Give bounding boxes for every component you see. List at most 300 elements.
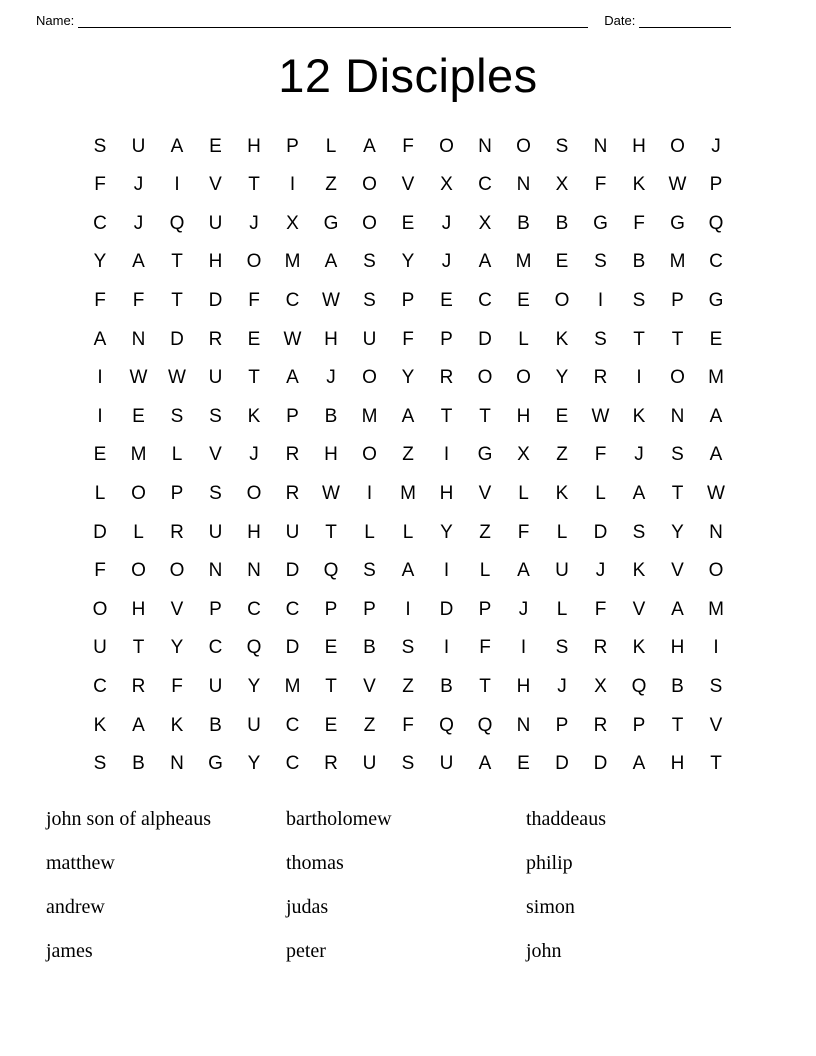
grid-letter[interactable]: O bbox=[516, 367, 531, 389]
grid-letter[interactable]: T bbox=[325, 676, 337, 697]
grid-letter[interactable]: L bbox=[556, 521, 568, 543]
grid-letter[interactable]: H bbox=[247, 135, 261, 157]
grid-letter[interactable]: A bbox=[671, 598, 684, 620]
grid-letter[interactable]: F bbox=[402, 714, 414, 736]
grid-letter[interactable]: B bbox=[632, 251, 646, 273]
grid-letter[interactable]: L bbox=[325, 135, 337, 157]
grid-letter[interactable]: C bbox=[208, 637, 223, 659]
grid-letter[interactable]: U bbox=[439, 753, 454, 775]
grid-letter[interactable]: O bbox=[92, 598, 108, 620]
grid-letter[interactable]: Y bbox=[401, 367, 415, 389]
word-list bbox=[0, 808, 816, 963]
grid-letter[interactable]: M bbox=[284, 251, 301, 273]
grid-letter[interactable]: P bbox=[478, 598, 492, 620]
grid-letter[interactable]: A bbox=[709, 444, 723, 466]
grid-letter[interactable]: S bbox=[555, 135, 569, 157]
grid-letter[interactable]: E bbox=[401, 212, 415, 234]
grid-letter[interactable]: S bbox=[632, 290, 646, 312]
grid-letter[interactable]: A bbox=[132, 251, 145, 273]
grid-letter[interactable]: N bbox=[670, 405, 685, 427]
grid-letter[interactable]: V bbox=[478, 483, 492, 505]
grid-letter[interactable]: B bbox=[363, 637, 376, 659]
grid-letter[interactable]: Z bbox=[325, 174, 337, 196]
grid-letter[interactable]: S bbox=[170, 405, 184, 427]
grid-letter[interactable]: Y bbox=[671, 521, 684, 543]
grid-letter[interactable]: L bbox=[518, 328, 529, 350]
grid-letter[interactable]: A bbox=[170, 135, 184, 157]
grid-letter[interactable]: R bbox=[285, 444, 300, 466]
grid-letter[interactable]: G bbox=[593, 212, 608, 234]
grid-letter[interactable]: B bbox=[555, 212, 569, 234]
grid-letter[interactable]: W bbox=[707, 483, 725, 505]
grid-letter[interactable]: T bbox=[171, 290, 183, 312]
grid-letter[interactable]: F bbox=[94, 290, 106, 312]
grid-letter[interactable]: H bbox=[439, 483, 454, 505]
grid-letter[interactable]: P bbox=[209, 598, 222, 620]
grid-letter[interactable]: F bbox=[402, 328, 414, 350]
grid-letter[interactable]: H bbox=[670, 637, 685, 659]
grid-letter[interactable]: N bbox=[709, 521, 723, 543]
grid-letter[interactable]: J bbox=[634, 444, 644, 466]
grid-letter[interactable]: G bbox=[670, 212, 685, 234]
grid-letter[interactable]: T bbox=[132, 637, 145, 659]
grid-letter[interactable]: P bbox=[363, 598, 376, 620]
grid-letter[interactable]: H bbox=[632, 135, 646, 157]
grid-letter[interactable]: B bbox=[440, 676, 453, 697]
grid-letter[interactable]: E bbox=[93, 444, 107, 466]
grid-letter[interactable]: D bbox=[170, 328, 184, 350]
grid-letter[interactable]: C bbox=[93, 676, 107, 697]
grid-letter[interactable]: Z bbox=[479, 521, 491, 543]
grid-letter[interactable]: W bbox=[322, 290, 340, 312]
grid-letter[interactable]: V bbox=[671, 560, 684, 582]
grid-letter[interactable]: S bbox=[671, 444, 684, 466]
grid-letter[interactable]: L bbox=[556, 598, 568, 620]
grid-letter[interactable]: E bbox=[517, 753, 530, 775]
grid-letter[interactable]: W bbox=[168, 367, 186, 389]
grid-letter[interactable]: L bbox=[595, 483, 606, 505]
word-list-item: matthew bbox=[46, 851, 115, 874]
grid-letter[interactable]: Y bbox=[247, 676, 261, 697]
grid-letter[interactable]: R bbox=[208, 328, 223, 350]
grid-letter[interactable]: N bbox=[516, 174, 531, 196]
grid-letter[interactable]: V bbox=[709, 714, 723, 736]
grid-letter[interactable]: C bbox=[93, 212, 107, 234]
grid-letter[interactable]: S bbox=[209, 405, 222, 427]
grid-letter[interactable]: D bbox=[555, 753, 569, 775]
grid-letter[interactable]: Q bbox=[631, 676, 647, 697]
grid-letter[interactable]: P bbox=[286, 405, 299, 427]
grid-letter[interactable]: R bbox=[285, 483, 300, 505]
grid-letter[interactable]: A bbox=[478, 251, 492, 273]
grid-letter[interactable]: V bbox=[401, 174, 415, 196]
grid-letter[interactable]: W bbox=[283, 328, 302, 350]
grid-letter[interactable]: L bbox=[518, 483, 529, 505]
grid-letter[interactable]: R bbox=[131, 676, 146, 697]
grid-letter[interactable]: X bbox=[440, 174, 453, 196]
grid-letter[interactable]: J bbox=[711, 135, 721, 157]
grid-letter[interactable]: P bbox=[324, 598, 338, 620]
grid-letter[interactable]: R bbox=[593, 367, 608, 389]
grid-letter[interactable]: K bbox=[632, 405, 646, 427]
grid-letter[interactable]: I bbox=[520, 637, 527, 659]
grid-letter[interactable]: T bbox=[671, 328, 684, 350]
grid-letter[interactable]: E bbox=[709, 328, 723, 350]
grid-letter[interactable]: M bbox=[515, 251, 532, 273]
grid-letter[interactable]: O bbox=[362, 444, 377, 466]
grid-letter[interactable]: Y bbox=[170, 637, 184, 659]
grid-letter[interactable]: M bbox=[669, 251, 686, 273]
grid-letter[interactable]: O bbox=[131, 483, 146, 505]
grid-letter[interactable]: O bbox=[439, 135, 454, 157]
grid-letter[interactable]: B bbox=[324, 405, 338, 427]
grid-letter[interactable]: S bbox=[363, 560, 376, 582]
grid-letter[interactable]: C bbox=[285, 714, 300, 736]
grid-letter[interactable]: Z bbox=[402, 676, 414, 697]
grid-letter[interactable]: T bbox=[171, 251, 183, 273]
grid-letter[interactable]: X bbox=[517, 444, 530, 466]
grid-letter[interactable]: A bbox=[93, 328, 107, 350]
grid-letter[interactable]: T bbox=[440, 405, 453, 427]
grid-letter[interactable]: C bbox=[285, 753, 300, 775]
grid-letter[interactable]: T bbox=[479, 676, 491, 697]
grid-letter[interactable]: Y bbox=[93, 251, 107, 273]
grid-letter[interactable]: R bbox=[170, 521, 184, 543]
word-list-item: thomas bbox=[286, 851, 344, 874]
grid-letter[interactable]: J bbox=[133, 212, 144, 234]
grid-letter[interactable]: D bbox=[439, 598, 454, 620]
grid-letter[interactable]: U bbox=[247, 714, 261, 736]
grid-letter[interactable]: R bbox=[439, 367, 454, 389]
grid-letter[interactable]: K bbox=[170, 714, 184, 736]
grid-letter[interactable]: A bbox=[401, 560, 415, 582]
grid-letter[interactable]: J bbox=[441, 251, 452, 273]
grid-letter[interactable]: S bbox=[363, 251, 376, 273]
grid-letter[interactable]: C bbox=[709, 251, 723, 273]
grid-letter[interactable]: P bbox=[170, 483, 184, 505]
grid-letter[interactable]: X bbox=[555, 174, 569, 196]
grid-letter[interactable]: T bbox=[325, 521, 337, 543]
grid-letter[interactable]: B bbox=[132, 753, 145, 775]
date-input-line[interactable] bbox=[639, 15, 731, 28]
grid-letter[interactable]: I bbox=[174, 174, 180, 196]
grid-letter[interactable]: Y bbox=[401, 251, 415, 273]
grid-letter[interactable]: C bbox=[247, 598, 261, 620]
grid-letter[interactable]: F bbox=[633, 212, 645, 234]
grid-letter[interactable]: U bbox=[208, 676, 223, 697]
grid-letter[interactable]: W bbox=[591, 405, 610, 427]
grid-letter[interactable]: I bbox=[443, 444, 450, 466]
grid-letter[interactable]: D bbox=[478, 328, 492, 350]
grid-letter[interactable]: X bbox=[286, 212, 299, 234]
grid-letter[interactable]: I bbox=[97, 367, 103, 389]
grid-letter[interactable]: X bbox=[594, 676, 607, 697]
grid-letter[interactable]: C bbox=[285, 598, 300, 620]
grid-letter[interactable]: I bbox=[636, 367, 642, 389]
grid-letter[interactable]: G bbox=[708, 290, 724, 312]
grid-letter[interactable]: U bbox=[208, 367, 223, 389]
grid-letter[interactable]: Z bbox=[556, 444, 568, 466]
grid-letter[interactable]: U bbox=[285, 521, 300, 543]
word-search-grid[interactable] bbox=[81, 128, 736, 784]
grid-letter[interactable]: J bbox=[518, 598, 529, 620]
grid-letter[interactable]: T bbox=[479, 405, 491, 427]
grid-letter[interactable]: S bbox=[709, 676, 723, 697]
grid-letter[interactable]: F bbox=[594, 598, 607, 620]
grid-letter[interactable]: S bbox=[93, 135, 107, 157]
grid-letter[interactable]: O bbox=[554, 290, 570, 312]
grid-letter[interactable]: T bbox=[671, 483, 684, 505]
grid-letter[interactable]: H bbox=[670, 753, 685, 775]
grid-letter[interactable]: T bbox=[248, 367, 260, 389]
grid-letter[interactable]: I bbox=[289, 174, 296, 196]
grid-letter[interactable]: A bbox=[709, 405, 723, 427]
grid-letter[interactable]: H bbox=[516, 676, 531, 697]
grid-letter[interactable]: F bbox=[594, 444, 607, 466]
grid-letter[interactable]: A bbox=[324, 251, 338, 273]
name-input-line[interactable] bbox=[78, 15, 588, 28]
grid-letter[interactable]: Q bbox=[323, 560, 339, 582]
grid-letter[interactable]: U bbox=[93, 637, 107, 659]
grid-letter[interactable]: Q bbox=[246, 637, 262, 659]
grid-letter[interactable]: P bbox=[440, 328, 453, 350]
grid-letter[interactable]: L bbox=[479, 560, 491, 582]
grid-letter[interactable]: S bbox=[401, 753, 415, 775]
grid-letter[interactable]: C bbox=[478, 290, 492, 312]
grid-letter[interactable]: E bbox=[440, 290, 453, 312]
grid-letter[interactable]: O bbox=[362, 367, 377, 389]
grid-letter[interactable]: J bbox=[249, 444, 259, 466]
grid-letter[interactable]: P bbox=[555, 714, 569, 736]
grid-letter[interactable]: R bbox=[593, 637, 608, 659]
grid-letter[interactable]: O bbox=[246, 483, 262, 505]
grid-letter[interactable]: I bbox=[597, 290, 604, 312]
grid-letter[interactable]: J bbox=[441, 212, 452, 234]
grid-letter[interactable]: S bbox=[209, 483, 222, 505]
grid-letter[interactable]: R bbox=[324, 753, 338, 775]
grid-letter[interactable]: P bbox=[632, 714, 646, 736]
grid-letter[interactable]: K bbox=[247, 405, 261, 427]
word-list-item: james bbox=[46, 939, 93, 962]
grid-letter[interactable]: Y bbox=[247, 753, 261, 775]
grid-letter[interactable]: M bbox=[361, 405, 378, 427]
grid-letter[interactable]: G bbox=[477, 444, 493, 466]
grid-letter[interactable]: N bbox=[131, 328, 146, 350]
grid-letter[interactable]: E bbox=[247, 328, 261, 350]
grid-letter[interactable]: I bbox=[443, 560, 450, 582]
grid-letter[interactable]: U bbox=[208, 521, 223, 543]
grid-letter[interactable]: A bbox=[478, 753, 492, 775]
grid-letter[interactable]: K bbox=[632, 174, 646, 196]
grid-letter[interactable]: V bbox=[209, 174, 222, 196]
grid-letter[interactable]: O bbox=[362, 212, 377, 234]
grid-letter[interactable]: F bbox=[479, 637, 491, 659]
grid-letter[interactable]: W bbox=[129, 367, 148, 389]
grid-letter[interactable]: F bbox=[248, 290, 260, 312]
grid-letter[interactable]: M bbox=[400, 483, 416, 505]
grid-letter[interactable]: N bbox=[170, 753, 184, 775]
grid-letter[interactable]: I bbox=[713, 637, 719, 659]
grid-letter[interactable]: K bbox=[555, 483, 569, 505]
grid-letter[interactable]: J bbox=[557, 676, 567, 697]
grid-letter[interactable]: C bbox=[478, 174, 492, 196]
grid-letter[interactable]: A bbox=[632, 753, 646, 775]
grid-letter[interactable]: F bbox=[94, 174, 106, 196]
grid-letter[interactable]: N bbox=[247, 560, 261, 582]
grid-letter[interactable]: D bbox=[593, 753, 608, 775]
grid-letter[interactable]: P bbox=[286, 135, 299, 157]
grid-letter[interactable]: L bbox=[364, 521, 375, 543]
grid-letter[interactable]: F bbox=[171, 676, 183, 697]
grid-letter[interactable]: H bbox=[208, 251, 223, 273]
grid-letter[interactable]: L bbox=[133, 521, 144, 543]
grid-letter[interactable]: J bbox=[133, 174, 144, 196]
grid-letter[interactable]: M bbox=[708, 367, 724, 389]
grid-letter[interactable]: Z bbox=[402, 444, 414, 466]
grid-letter[interactable]: E bbox=[209, 135, 222, 157]
grid-letter[interactable]: C bbox=[285, 290, 300, 312]
grid-letter[interactable]: F bbox=[517, 521, 530, 543]
grid-letter[interactable]: N bbox=[516, 714, 531, 736]
grid-letter[interactable]: K bbox=[632, 637, 646, 659]
grid-letter[interactable]: M bbox=[708, 598, 724, 620]
grid-letter[interactable]: I bbox=[97, 405, 103, 427]
grid-letter[interactable]: T bbox=[248, 174, 260, 196]
grid-letter[interactable]: N bbox=[478, 135, 492, 157]
grid-letter[interactable]: U bbox=[555, 560, 569, 582]
grid-letter[interactable]: V bbox=[209, 444, 222, 466]
grid-letter[interactable]: S bbox=[594, 251, 607, 273]
grid-letter[interactable]: S bbox=[363, 290, 376, 312]
grid-letter[interactable]: K bbox=[555, 328, 569, 350]
grid-letter[interactable]: D bbox=[208, 290, 223, 312]
grid-letter[interactable]: E bbox=[324, 637, 338, 659]
grid-letter[interactable]: S bbox=[555, 637, 569, 659]
grid-letter[interactable]: O bbox=[131, 560, 146, 582]
grid-letter[interactable]: Q bbox=[169, 212, 185, 234]
grid-letter[interactable]: O bbox=[477, 367, 493, 389]
grid-letter[interactable]: G bbox=[208, 753, 223, 775]
grid-letter[interactable]: E bbox=[324, 714, 338, 736]
grid-letter[interactable]: M bbox=[130, 444, 147, 466]
grid-letter[interactable]: F bbox=[132, 290, 145, 312]
grid-letter[interactable]: H bbox=[516, 405, 531, 427]
grid-letter[interactable]: B bbox=[517, 212, 530, 234]
grid-letter[interactable]: L bbox=[402, 521, 414, 543]
grid-letter[interactable]: D bbox=[285, 637, 300, 659]
grid-letter[interactable]: I bbox=[366, 483, 373, 505]
grid-letter[interactable]: H bbox=[324, 444, 338, 466]
grid-letter[interactable]: I bbox=[443, 637, 450, 659]
header bbox=[0, 0, 816, 28]
word-list-item: john son of alpheaus bbox=[46, 807, 211, 830]
grid-letter[interactable]: B bbox=[671, 676, 684, 697]
grid-letter[interactable]: D bbox=[285, 560, 300, 582]
grid-letter[interactable]: O bbox=[362, 174, 377, 196]
word-list-item: andrew bbox=[46, 895, 105, 918]
grid-letter[interactable]: X bbox=[478, 212, 492, 234]
grid-letter[interactable]: E bbox=[555, 405, 569, 427]
grid-letter[interactable]: Q bbox=[708, 212, 724, 234]
grid-letter[interactable]: T bbox=[633, 328, 645, 350]
grid-letter[interactable]: J bbox=[326, 367, 336, 389]
grid-letter[interactable]: P bbox=[401, 290, 415, 312]
grid-letter[interactable]: F bbox=[94, 560, 106, 582]
grid-letter[interactable]: T bbox=[710, 753, 722, 775]
grid-letter[interactable]: O bbox=[670, 135, 685, 157]
grid-letter[interactable]: H bbox=[247, 521, 261, 543]
grid-letter[interactable]: M bbox=[284, 676, 301, 697]
grid-letter[interactable]: P bbox=[671, 290, 684, 312]
grid-letter[interactable]: Q bbox=[439, 714, 454, 736]
grid-letter[interactable]: T bbox=[671, 714, 684, 736]
word-list-item: simon bbox=[526, 895, 575, 918]
grid-letter[interactable]: A bbox=[517, 560, 530, 582]
grid-letter[interactable]: O bbox=[670, 367, 685, 389]
grid-letter[interactable]: O bbox=[516, 135, 531, 157]
grid-letter[interactable]: Z bbox=[363, 714, 376, 736]
grid-letter[interactable]: L bbox=[171, 444, 183, 466]
grid-letter[interactable]: N bbox=[593, 135, 608, 157]
grid-letter[interactable]: H bbox=[131, 598, 146, 620]
grid-letter[interactable]: D bbox=[93, 521, 107, 543]
grid-letter[interactable]: S bbox=[401, 637, 415, 659]
grid-letter[interactable]: K bbox=[632, 560, 646, 582]
grid-letter[interactable]: V bbox=[632, 598, 646, 620]
grid-letter[interactable]: J bbox=[249, 212, 259, 234]
grid-letter[interactable]: E bbox=[555, 251, 569, 273]
grid-letter[interactable]: Y bbox=[440, 521, 453, 543]
grid-letter[interactable]: P bbox=[709, 174, 723, 196]
grid-letter[interactable]: G bbox=[323, 212, 339, 234]
grid-letter[interactable]: R bbox=[593, 714, 608, 736]
grid-letter[interactable]: Y bbox=[555, 367, 569, 389]
grid-letter[interactable]: V bbox=[363, 676, 376, 697]
grid-letter[interactable]: E bbox=[517, 290, 530, 312]
grid-letter[interactable]: A bbox=[363, 135, 376, 157]
grid-letter[interactable]: A bbox=[632, 483, 646, 505]
grid-letter[interactable]: U bbox=[362, 328, 377, 350]
grid-letter[interactable]: A bbox=[401, 405, 415, 427]
grid-letter[interactable]: U bbox=[131, 135, 146, 157]
grid-letter[interactable]: S bbox=[632, 521, 646, 543]
grid-letter[interactable]: L bbox=[94, 483, 106, 505]
grid-letter[interactable]: D bbox=[593, 521, 608, 543]
grid-letter[interactable]: O bbox=[708, 560, 724, 582]
grid-letter[interactable]: K bbox=[93, 714, 107, 736]
grid-letter[interactable]: F bbox=[402, 135, 414, 157]
grid-letter[interactable]: O bbox=[246, 251, 262, 273]
grid-letter[interactable]: A bbox=[132, 714, 145, 736]
grid-letter[interactable]: Q bbox=[477, 714, 493, 736]
grid-letter[interactable]: S bbox=[594, 328, 607, 350]
grid-letter[interactable]: V bbox=[170, 598, 184, 620]
grid-letter[interactable]: F bbox=[594, 174, 607, 196]
grid-letter[interactable]: S bbox=[93, 753, 107, 775]
grid-letter[interactable]: W bbox=[668, 174, 687, 196]
grid-letter[interactable]: E bbox=[132, 405, 145, 427]
grid-letter[interactable]: U bbox=[208, 212, 223, 234]
grid-letter[interactable]: O bbox=[169, 560, 185, 582]
grid-letter[interactable]: I bbox=[405, 598, 411, 620]
grid-letter[interactable]: U bbox=[362, 753, 377, 775]
grid-letter[interactable]: B bbox=[209, 714, 222, 736]
grid-letter[interactable]: W bbox=[322, 483, 340, 505]
grid-letter[interactable]: N bbox=[208, 560, 223, 582]
grid-letter[interactable]: H bbox=[324, 328, 338, 350]
grid-letter[interactable]: A bbox=[286, 367, 299, 389]
grid-letter[interactable]: J bbox=[595, 560, 606, 582]
